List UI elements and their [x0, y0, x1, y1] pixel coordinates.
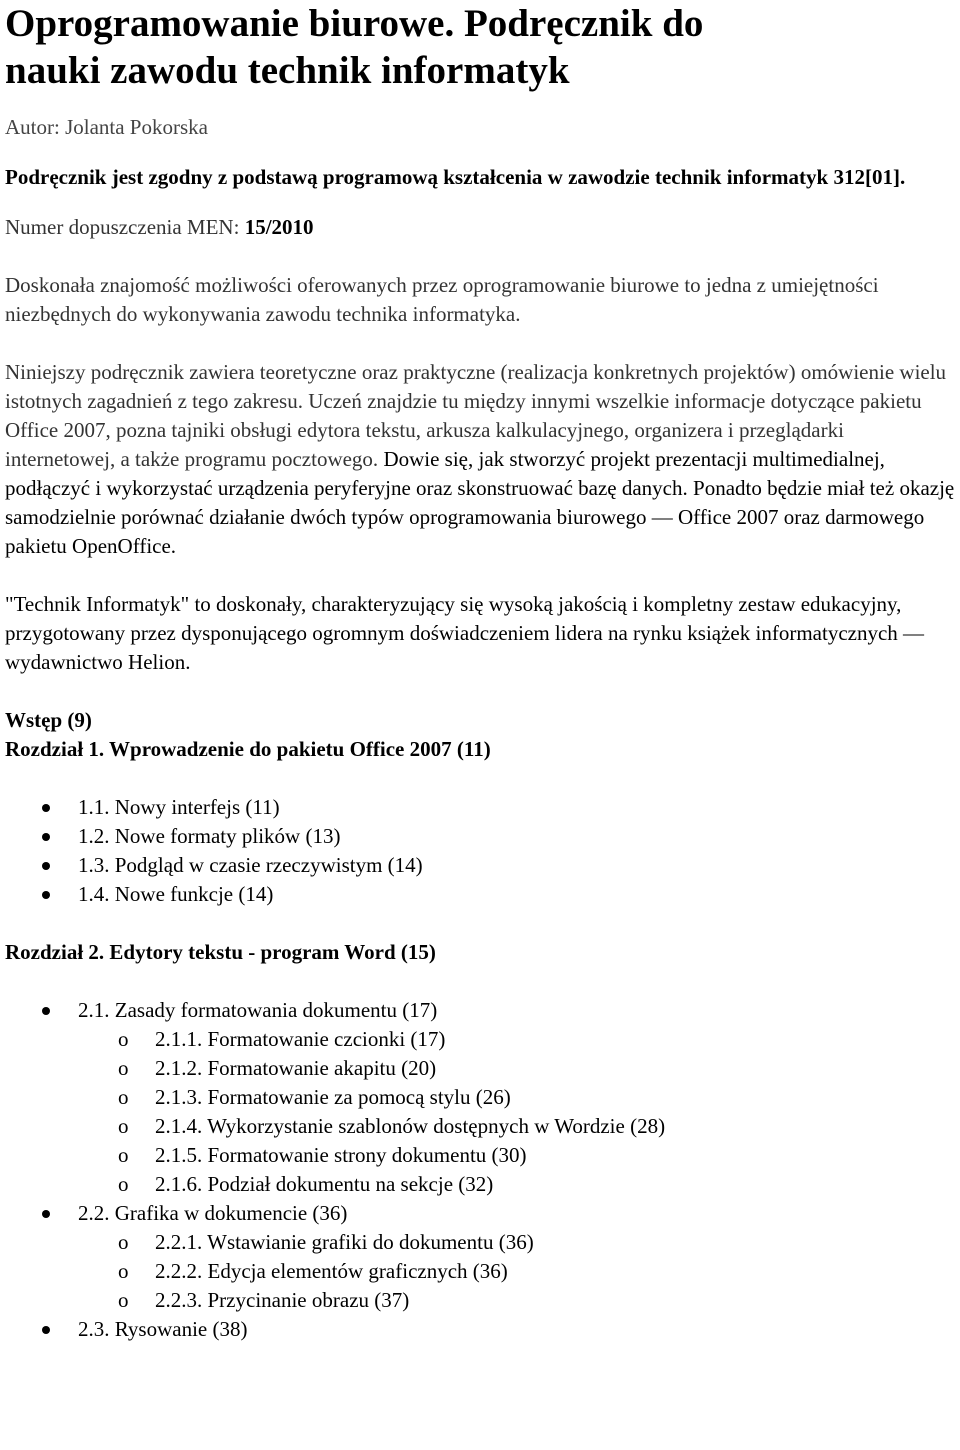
sub-list-item: o 2.2.1. Wstawianie grafiki do dokumentu (36)	[5, 1228, 957, 1257]
description-part-1: Niniejszy podręcznik zawiera teoretyczne oraz praktyczne (realizacja konkretnych projektów) omówienie wielu istotnych zagadnień z tego zakresu.	[5, 360, 947, 413]
compliance-note: Podręcznik jest zgodny z podstawą programową kształcenia w zawodzie technik informatyk 312[01].	[5, 165, 906, 189]
circle-bullet-icon: o	[118, 1027, 129, 1051]
sub-list-item: o 2.1.1. Formatowanie czcionki (17)	[5, 1025, 957, 1054]
circle-bullet-icon: o	[118, 1056, 129, 1080]
title-line-1: Oprogramowanie biurowe. Podręcznik do	[5, 2, 704, 45]
promo-paragraph: "Technik Informatyk" to doskonały, charakteryzujący się wysoką jakością i kompletny zestaw edukacyjny, przygotowany przez dysponującego ogromnym doświadczeniem lidera na rynku książek informatycznych — wydawnictwo Helion.	[5, 592, 925, 674]
bullet-icon	[42, 833, 50, 841]
list-item: 1.4. Nowe funkcje (14)	[5, 880, 957, 909]
bullet-icon	[42, 1007, 50, 1015]
document-page	[5, 0, 957, 1373]
circle-bullet-icon: o	[118, 1114, 129, 1138]
approval-label: Numer dopuszczenia MEN:	[5, 215, 245, 239]
list-item: 2.2. Grafika w dokumencie (36) o 2.2.1. Wstawianie grafiki do dokumentu (36) o 2.2.2. Edycja elementów graficznych (36) o 2.2.3. Przycinanie obrazu (37)	[5, 1199, 957, 1315]
author-line: Autor: Jolanta Pokorska	[5, 115, 208, 139]
circle-bullet-icon: o	[118, 1288, 129, 1312]
sub-list-item: o 2.2.3. Przycinanie obrazu (37)	[5, 1286, 957, 1315]
description-part-4: Ponadto będzie miał też okazję samodzielnie porównać działanie dwóch typów oprogramowania biurowego — Office 2007 oraz darmowego pakietu OpenOffice.	[5, 476, 955, 558]
circle-bullet-icon: o	[118, 1143, 129, 1167]
sub-list-item: o 2.1.6. Podział dokumentu na sekcje (32)	[5, 1170, 957, 1199]
bullet-icon	[42, 1210, 50, 1218]
toc-sublist	[78, 1025, 957, 1199]
description-part-2: Uczeń znajdzie tu między innymi wszelkie informacje dotyczące pakietu Office 2007, pozna tajniki obsługi edytora tekstu, arkusza kalkulacyjnego, organizera i przeglądarki internetowej, a także programu pocztowego.	[5, 389, 922, 471]
toc-chapter-2-title: Rozdział 2. Edytory tekstu - program Word (15)	[5, 940, 436, 964]
list-item: 1.1. Nowy interfejs (11)	[5, 793, 957, 822]
bullet-icon	[42, 804, 50, 812]
circle-bullet-icon: o	[118, 1085, 129, 1109]
approval-number-line	[5, 213, 957, 242]
bullet-icon	[42, 1326, 50, 1334]
title-line-2: nauki zawodu technik informatyk	[5, 49, 570, 92]
sub-list-item: o 2.1.2. Formatowanie akapitu (20)	[5, 1054, 957, 1083]
toc-sublist	[78, 1228, 957, 1315]
sub-list-item: o 2.2.2. Edycja elementów graficznych (36)	[5, 1257, 957, 1286]
toc-chapter-2-list	[5, 996, 957, 1344]
page-title	[5, 0, 957, 94]
bullet-icon	[42, 862, 50, 870]
sub-list-item: o 2.1.5. Formatowanie strony dokumentu (30)	[5, 1141, 957, 1170]
list-item: 1.3. Podgląd w czasie rzeczywistym (14)	[5, 851, 957, 880]
sub-list-item: o 2.1.4. Wykorzystanie szablonów dostępnych w Wordzie (28)	[5, 1112, 957, 1141]
intro-paragraph: Doskonała znajomość możliwości oferowanych przez oprogramowanie biurowe to jedna z umiejętności niezbędnych do wykonywania zawodu technika informatyka.	[5, 273, 879, 326]
approval-number: 15/2010	[244, 215, 314, 239]
list-item: 2.1. Zasady formatowania dokumentu (17) o 2.1.1. Formatowanie czcionki (17) o 2.1.2. Formatowanie akapitu (20) o 2.1.3. Formatowanie za pomocą stylu (26) o 2.1.4. Wykorzystanie szablonów dostępnych w Wordzie (28) o 2.1.5. Formatowanie strony dokumentu (30) o 2.1.6. Podział dokumentu na sekcje (32)	[5, 996, 957, 1199]
circle-bullet-icon: o	[118, 1172, 129, 1196]
description-part-3: Dowie się, jak stworzyć projekt prezentacji multimedialnej, podłączyć i wykorzystać urządzenia peryferyjne oraz skonstruować bazę danych.	[5, 447, 885, 500]
toc-chapter-1-title: Rozdział 1. Wprowadzenie do pakietu Office 2007 (11)	[5, 737, 491, 761]
toc-chapter-1-list	[5, 793, 957, 909]
toc-intro-entry: Wstęp (9)	[5, 708, 92, 732]
sub-list-item: o 2.1.3. Formatowanie za pomocą stylu (26)	[5, 1083, 957, 1112]
list-item: 2.3. Rysowanie (38)	[5, 1315, 957, 1344]
circle-bullet-icon: o	[118, 1259, 129, 1283]
list-item: 1.2. Nowe formaty plików (13)	[5, 822, 957, 851]
description-paragraph	[5, 358, 957, 561]
table-of-contents	[5, 706, 957, 1344]
circle-bullet-icon: o	[118, 1230, 129, 1254]
bullet-icon	[42, 891, 50, 899]
